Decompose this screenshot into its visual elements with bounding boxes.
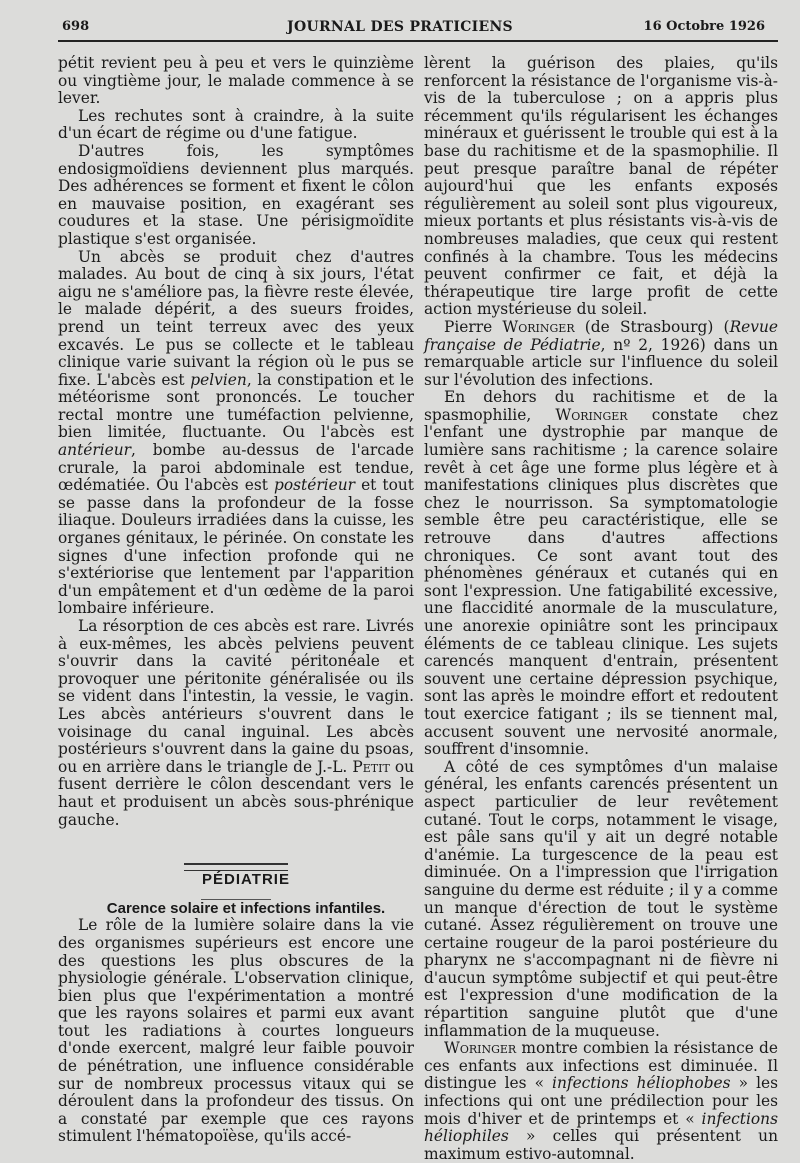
paragraph: lèrent la guérison des plaies, qu'ils renforcent la résistance de l'organisme vis-à-vis de la tuberculose ; on a appris plus récemment qu'ils régularisent les échanges minéraux et guérissent le trouble qui est à la base du rachitisme et de la spasmophilie. Il peut presque paraître banal de répéter aujourd'hui que les enfants exposés régulièrement au soleil sont plus vigoureux, mieux portants et plus résistants vis-à-vis de nombreuses maladies, que ceux qui restent confinés à la chambre. Tous les médecins peuvent confirmer ce fait, et déjà la thérapeutique tire large profit de cette action mystérieuse du soleil.: [424, 54, 778, 319]
paragraph: D'autres fois, les symptômes endosigmoïdiens deviennent plus marqués. Des adhérences se forment et fixent le côlon en mauvaise position, en exagérant ses coudures et la stase. Une périsigmoïdite plastique s'est organisée.: [58, 141, 414, 248]
emphasis: pelvien: [190, 370, 247, 389]
article-title: Carence solaire et infections infantiles.: [106, 899, 386, 917]
author-name: Petit: [352, 757, 390, 776]
author-name: Woringer: [502, 317, 575, 336]
emphasis: antérieur: [58, 441, 132, 460]
running-header: [0, 0, 800, 42]
paragraph: Le rôle de la lumière solaire dans la vie des organismes supérieurs est encore une des questions les plus obscures de la physiologie générale. L'observation clinique, bien plus que l'expérimentation a montré que les rayons solaires et parmi eux avant tout les radiations à courtes longueurs d'onde exercent, malgré leur faible pouvoir de pénétration, une influence considérable sur de nombreux processus vitaux qui se déroulent dans la profondeur des tissus. On a constaté par exemple que ces rayons stimulent l'hématopoïèse, qu'ils accé-: [58, 916, 414, 1146]
paragraph: Pierre Woringer (de Strasbourg) (Revue française de Pédiatrie, nº 2, 1926) dans un remarquable article sur l'influence du soleil sur l'évolution des infections.: [424, 317, 778, 389]
author-name: Woringer: [444, 1039, 517, 1058]
section-divider: [184, 863, 288, 871]
header-rule: [58, 40, 778, 42]
paragraph: Woringer montre combien la résistance de ces enfants aux infections est diminuée. Il distingue les « infections héliophobes » les infections qui ont une prédilection pour les mois d'hiver et de printemps et « infections héliophiles » celles qui présentent un maximum estivo-automnal.: [424, 1039, 778, 1163]
emphasis: postérieur: [274, 476, 355, 495]
right-column: [424, 55, 778, 1163]
paragraph: Les rechutes sont à craindre, à la suite d'un écart de régime ou d'une fatigue.: [58, 106, 414, 143]
page-number: 698: [62, 19, 90, 34]
emphasis: infections héliophiles: [424, 1109, 778, 1146]
emphasis: infections héliophobes: [552, 1074, 731, 1093]
paragraph: Un abcès se produit chez d'autres malades. Au bout de cinq à six jours, l'état aigu ne s'améliore pas, la fièvre reste élevée, le malade dépérit, a des sueurs froides, prend un teint terreux avec des yeux excavés. Le pus se collecte et le tableau clinique varie suivant la région où le pus se fixe. L'abcès est pelvien, la constipation et le météorisme sont prononcés. Le toucher rectal montre une tuméfaction pelvienne, bien limitée, fluctuante. Ou l'abcès est antérieur, bombe au-dessus de l'arcade crurale, la paroi abdominale est tendue, œdématiée. Ou l'abcès est postérieur et tout se passe dans la profondeur de la fosse iliaque. Douleurs irradiées dans la cuisse, les organes génitaux, le périnée. On constate les signes d'une infection profonde qui ne s'extériorise que lentement par l'apparition d'un empâtement et d'un œdème de la paroi lombaire inférieure.: [58, 247, 414, 618]
section-title: PÉDIATRIE: [202, 871, 290, 889]
issue-date: 16 Octobre 1926: [643, 19, 765, 34]
paragraph: En dehors du rachitisme et de la spasmophilie, Woringer constate chez l'enfant une dystrophie par manque de lumière sans rachitisme ; la carence solaire revêt à cet âge une forme plus légère et à manifestations cliniques plus discrètes que chez le nourrisson. Sa symptomatologie semble être peu caractéristique, elle se retrouve dans d'autres affections chroniques. Ce sont avant tout des phénomènes généraux et cutanés qui en sont l'expression. Une fatigabilité excessive, une flaccidité anormale de la musculature, une anorexie opiniâtre sont les principaux éléments de ce tableau clinique. Les sujets carencés manquent d'entrain, présentent souvent une certaine dépression psychique, sont las après le moindre effort et redoutent tout exercice fatigant ; ils se tiennent mal, accusent souvent une nervosité anormale, souffrent d'insomnie.: [424, 388, 778, 759]
left-column: [58, 55, 414, 1146]
paragraph: La résorption de ces abcès est rare. Livrés à eux-mêmes, les abcès pelviens peuvent s'ouvrir dans la cavité péritonéale et provoquer une péritonite généralisée ou ils se vident dans l'intestin, la vessie, le vagin. Les abcès antérieurs s'ouvrent dans le voisinage du canal inguinal. Les abcès postérieurs s'ouvrent dans la gaine du psoas, ou en arrière dans le triangle de J.-L. Petit ou fusent derrière le côlon descendant vers le haut et produisent un abcès sous-phrénique gauche.: [58, 617, 415, 829]
author-name: Woringer: [555, 405, 628, 424]
journal-reference: Revue française de Pédiatrie: [424, 317, 778, 354]
paragraph: A côté de ces symptômes d'un malaise général, les enfants carencés présentent un aspect particulier de leur revêtement cutané. Tout le corps, notamment le visage, est pâle sans qu'il y ait un degré notable d'anémie. La turgescence de la peau est diminuée. On a l'impression que l'irrigation sanguine du derme est réduite ; il y a comme un manque d'érection de tout le système cutané. Assez régulièrement on trouve une certaine rougeur de la paroi postérieure du pharynx ne s'accompagnant ni de fièvre ni d'aucun symptôme subjectif et qui peut-être est l'expression d'une modification de la répartition sanguine plutôt que d'une inflammation de la muqueuse.: [424, 757, 778, 1040]
journal-title: JOURNAL DES PRATICIENS: [287, 19, 513, 35]
paragraph: pétit revient peu à peu et vers le quinzième ou vingtième jour, le malade commence à se lever.: [58, 54, 414, 108]
